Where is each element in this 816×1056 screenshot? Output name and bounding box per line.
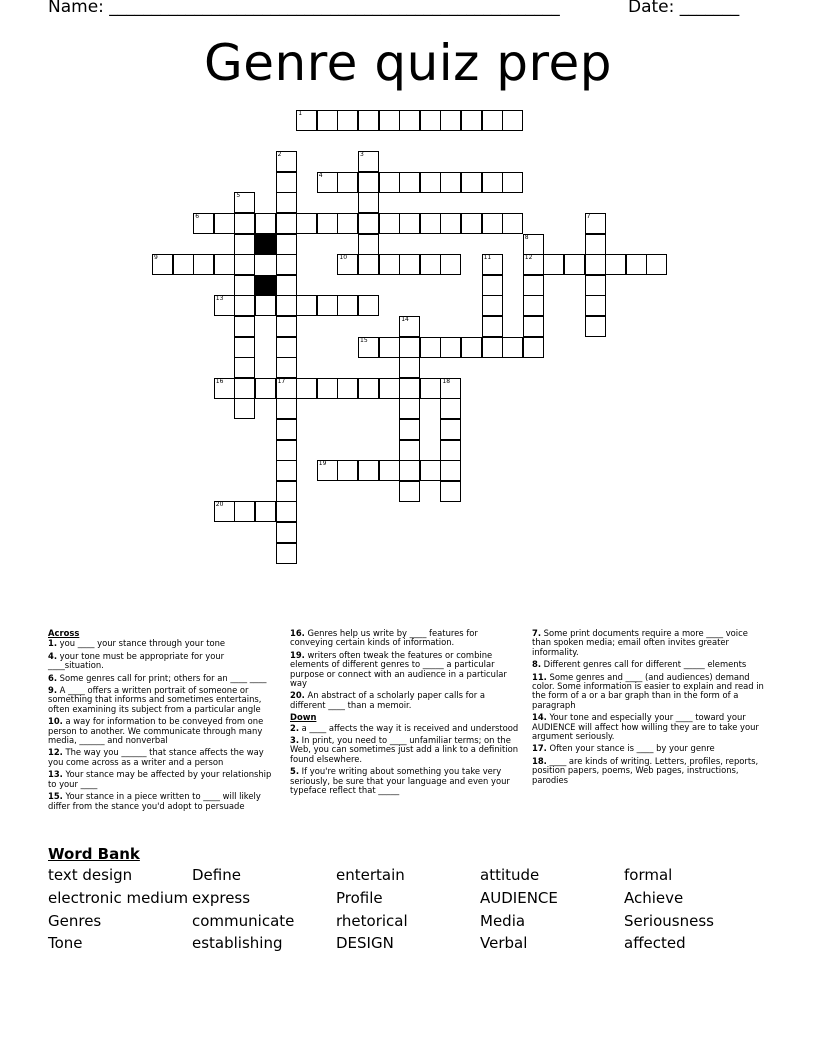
clue-number: 7.	[532, 628, 542, 638]
grid-cell[interactable]	[626, 254, 647, 275]
grid-number: 2	[277, 151, 282, 159]
grid-cell[interactable]	[276, 481, 297, 502]
grid-number: 18	[442, 377, 451, 385]
grid-cell[interactable]	[276, 440, 297, 461]
grid-cell[interactable]	[379, 378, 400, 399]
grid-cell[interactable]	[234, 213, 255, 234]
grid-cell[interactable]	[420, 378, 441, 399]
word-bank-item: Genres	[48, 912, 102, 930]
grid-cell[interactable]	[440, 398, 461, 419]
grid-number: 3	[360, 151, 364, 159]
clue-number: 15.	[48, 791, 63, 802]
grid-cell[interactable]	[420, 110, 441, 131]
grid-cell[interactable]	[564, 254, 585, 275]
grid-cell[interactable]	[440, 440, 461, 461]
word-bank-item: entertain	[336, 866, 405, 884]
grid-cell[interactable]	[646, 254, 667, 275]
clue-number: 4.	[48, 650, 58, 661]
clue-number: 6.	[48, 672, 58, 683]
grid-cell[interactable]	[214, 213, 235, 234]
grid-cell[interactable]	[234, 378, 255, 399]
word-bank-item: text design	[48, 866, 133, 884]
across-clue	[290, 651, 522, 689]
grid-cell[interactable]	[399, 378, 420, 399]
grid-number: 10	[339, 254, 348, 262]
grid-cell[interactable]	[255, 295, 276, 316]
clues-column-1	[48, 629, 280, 814]
grid-cell[interactable]	[337, 172, 358, 193]
grid-cell[interactable]	[502, 337, 523, 358]
grid-cell[interactable]	[276, 460, 297, 481]
grid-cell[interactable]	[523, 316, 544, 337]
across-clue	[48, 652, 280, 671]
grid-cell[interactable]	[296, 295, 317, 316]
grid-cell[interactable]	[276, 172, 297, 193]
down-heading: Down	[290, 712, 317, 723]
word-bank-item: Verbal	[480, 934, 528, 952]
grid-cell[interactable]	[440, 110, 461, 131]
clue-number: 16.	[290, 628, 305, 638]
grid-cell[interactable]	[276, 543, 297, 564]
grid-cell[interactable]	[420, 337, 441, 358]
grid-cell[interactable]	[317, 213, 338, 234]
grid-cell[interactable]	[276, 316, 297, 337]
clue-text: you ____ your stance through your tone	[57, 638, 226, 649]
clue-text: Your stance may be affected by your relationship to your ____	[48, 769, 272, 789]
clue-text: a ____ affects the way it is received and understood	[299, 722, 519, 733]
clue-text: Some print documents require a more ____ voice than spoken media; email often invites greater informality.	[532, 628, 748, 657]
grid-number: 15	[360, 336, 368, 344]
grid-cell[interactable]	[358, 378, 379, 399]
date-field[interactable]: Date: _______	[628, 0, 740, 17]
grid-number: 5	[236, 192, 241, 200]
grid-number: 16	[215, 377, 224, 385]
grid-cell[interactable]	[585, 295, 606, 316]
grid-cell[interactable]	[234, 398, 255, 419]
grid-cell[interactable]	[585, 316, 606, 337]
grid-cell[interactable]	[358, 254, 379, 275]
grid-cell[interactable]	[440, 213, 461, 234]
grid-cell-blocked	[255, 234, 276, 255]
grid-cell[interactable]	[399, 357, 420, 378]
grid-cell[interactable]	[502, 110, 523, 131]
grid-cell[interactable]	[337, 110, 358, 131]
grid-cell[interactable]	[317, 110, 338, 131]
word-bank-item: Achieve	[624, 889, 684, 907]
clue-text: Your tone and especially your ____ toward your AUDIENCE will affect how willing they are to take your argument seriously.	[532, 712, 759, 742]
grid-cell[interactable]	[440, 481, 461, 502]
word-bank-item: communicate	[192, 912, 295, 930]
grid-cell[interactable]	[399, 398, 420, 419]
down-clue	[532, 744, 764, 753]
grid-cell[interactable]	[234, 357, 255, 378]
grid-number: 13	[215, 295, 224, 303]
clue-text: Often your stance is ____ by your genre	[546, 743, 715, 754]
grid-number: 12	[524, 254, 533, 262]
clue-number: 17.	[532, 743, 547, 754]
grid-cell[interactable]	[234, 295, 255, 316]
grid-number: 9	[154, 254, 158, 262]
clue-number: 2.	[290, 722, 300, 733]
grid-number: 7	[586, 213, 591, 220]
grid-cell[interactable]	[276, 234, 297, 255]
word-bank-item: express	[192, 889, 251, 907]
down-clue	[532, 713, 764, 741]
clue-text: a way for information to be conveyed from one person to another. We communicate through many media, ______ and nonverbal	[48, 716, 264, 746]
grid-cell[interactable]	[523, 337, 544, 358]
grid-number: 20	[215, 501, 224, 509]
grid-cell[interactable]	[440, 460, 461, 481]
clue-text: A ____ offers a written portrait of someone or something that informs and sometimes entertains, often examining its subject from a particular angle	[48, 685, 262, 714]
grid-cell[interactable]	[379, 337, 400, 358]
word-bank-item: AUDIENCE	[480, 889, 558, 907]
grid-cell[interactable]	[399, 419, 420, 440]
clue-text: In print, you need to ____ unfamiliar terms; on the Web, you can sometimes just add a link to a definition found elsewhere.	[290, 735, 519, 764]
clue-number: 19.	[290, 649, 305, 660]
clues-column-2	[290, 629, 522, 799]
grid-cell[interactable]	[276, 501, 297, 522]
grid-cell[interactable]	[214, 254, 235, 275]
grid-cell[interactable]	[440, 254, 461, 275]
grid-cell[interactable]	[399, 110, 420, 131]
page-title: Genre quiz prep	[204, 34, 612, 92]
clues-column-3	[532, 629, 764, 788]
down-clue	[532, 629, 764, 657]
word-bank-item: affected	[624, 934, 686, 952]
name-field[interactable]: Name: _____________________________________________________	[48, 0, 560, 17]
grid-number: 4	[318, 171, 323, 179]
grid-cell[interactable]	[440, 172, 461, 193]
across-clue	[48, 770, 280, 789]
grid-cell[interactable]	[482, 316, 503, 337]
grid-cell[interactable]	[461, 213, 482, 234]
grid-cell[interactable]	[379, 254, 400, 275]
word-bank-item: establishing	[192, 934, 283, 952]
word-bank-item: Tone	[48, 934, 83, 952]
grid-cell[interactable]	[337, 460, 358, 481]
word-bank-item: formal	[624, 866, 673, 884]
grid-cell[interactable]	[276, 295, 297, 316]
grid-cell[interactable]	[379, 172, 400, 193]
word-bank-item: Define	[192, 866, 241, 884]
grid-cell[interactable]	[482, 172, 503, 193]
clue-number: 8.	[532, 659, 542, 670]
grid-cell[interactable]	[482, 275, 503, 296]
grid-cell[interactable]	[296, 378, 317, 399]
across-clue	[48, 792, 280, 811]
grid-cell[interactable]	[234, 337, 255, 358]
grid-cell[interactable]	[399, 172, 420, 193]
grid-cell[interactable]	[379, 110, 400, 131]
grid-cell[interactable]	[502, 213, 523, 234]
grid-number: 1	[298, 110, 303, 117]
grid-cell[interactable]	[234, 234, 255, 255]
clue-number: 20.	[290, 690, 305, 701]
across-clue	[48, 674, 280, 683]
clue-text: your tone must be appropriate for your ____situation.	[48, 650, 225, 671]
clue-number: 9.	[48, 685, 58, 696]
grid-cell[interactable]	[296, 213, 317, 234]
grid-number: 6	[195, 213, 200, 220]
grid-cell[interactable]	[276, 254, 297, 275]
grid-cell[interactable]	[523, 275, 544, 296]
grid-cell[interactable]	[358, 460, 379, 481]
grid-cell[interactable]	[605, 254, 626, 275]
grid-cell[interactable]	[317, 378, 338, 399]
down-clue	[290, 724, 522, 733]
grid-cell[interactable]	[420, 254, 441, 275]
grid-cell[interactable]	[420, 172, 441, 193]
clue-text: Different genres call for different _____ elements	[541, 659, 747, 670]
clue-number: 10.	[48, 716, 63, 727]
word-bank-title: Word Bank	[48, 845, 140, 863]
grid-cell-blocked	[255, 275, 276, 296]
word-bank-item: rhetorical	[336, 912, 408, 930]
grid-cell[interactable]	[482, 110, 503, 131]
grid-cell[interactable]	[276, 337, 297, 358]
across-clue	[290, 691, 522, 710]
grid-cell[interactable]	[234, 501, 255, 522]
grid-cell[interactable]	[276, 522, 297, 543]
grid-cell[interactable]	[276, 357, 297, 378]
across-clue	[290, 629, 522, 648]
grid-cell[interactable]	[358, 192, 379, 213]
word-bank-item: Seriousness	[624, 912, 714, 930]
clue-text: The way you ______ that stance affects the way you come across as a writer and a person	[48, 747, 264, 767]
word-bank-item: DESIGN	[336, 934, 394, 952]
grid-cell[interactable]	[255, 213, 276, 234]
grid-cell[interactable]	[276, 192, 297, 213]
clue-text: Genres help us write by ____ features for conveying certain kinds of information.	[290, 628, 478, 648]
clue-number: 5.	[290, 766, 300, 777]
word-bank-item: Media	[480, 912, 526, 930]
grid-cell[interactable]	[379, 213, 400, 234]
grid-cell[interactable]	[379, 460, 400, 481]
grid-cell[interactable]	[173, 254, 194, 275]
grid-cell[interactable]	[337, 213, 358, 234]
grid-cell[interactable]	[317, 295, 338, 316]
clue-text: Some genres call for print; others for an ____ ____	[57, 672, 267, 683]
down-clue	[532, 660, 764, 669]
clue-text: Your stance in a piece written to ____ will likely differ from the stance you'd adopt to persuade	[48, 791, 261, 811]
grid-cell[interactable]	[523, 295, 544, 316]
grid-cell[interactable]	[337, 378, 358, 399]
grid-cell[interactable]	[234, 275, 255, 296]
word-bank-item: attitude	[480, 866, 540, 884]
grid-cell[interactable]	[482, 213, 503, 234]
grid-number: 14	[401, 316, 409, 323]
grid-cell[interactable]	[399, 460, 420, 481]
grid-cell[interactable]	[461, 172, 482, 193]
down-clue	[532, 673, 764, 711]
clue-number: 14.	[532, 712, 547, 723]
down-clue	[532, 757, 764, 785]
grid-cell[interactable]	[276, 275, 297, 296]
clue-number: 12.	[48, 747, 63, 758]
clue-text: ____ are kinds of writing. Letters, profiles, reports, position papers, poems, Web pages, instructions, parodies	[532, 755, 759, 785]
across-clue	[48, 686, 280, 714]
grid-cell[interactable]	[543, 254, 564, 275]
grid-cell[interactable]	[358, 234, 379, 255]
grid-cell[interactable]	[399, 481, 420, 502]
grid-cell[interactable]	[482, 337, 503, 358]
grid-cell[interactable]	[399, 213, 420, 234]
across-clue	[48, 639, 280, 648]
grid-cell[interactable]	[399, 254, 420, 275]
grid-cell[interactable]	[585, 275, 606, 296]
grid-cell[interactable]	[502, 172, 523, 193]
grid-cell[interactable]	[358, 213, 379, 234]
grid-cell[interactable]	[399, 337, 420, 358]
grid-number: 11	[483, 254, 492, 262]
grid-cell[interactable]	[337, 295, 358, 316]
grid-number: 19	[318, 460, 327, 468]
grid-cell[interactable]	[358, 295, 379, 316]
grid-cell[interactable]	[255, 501, 276, 522]
grid-cell[interactable]	[255, 378, 276, 399]
grid-cell[interactable]	[193, 254, 214, 275]
clue-text: writers often tweak the features or combine elements of different genres to _____ a particular purpose or connect with an audience in a particular way	[290, 649, 507, 689]
clue-number: 1.	[48, 638, 58, 649]
clue-number: 18.	[532, 755, 547, 766]
grid-number: 8	[524, 233, 529, 241]
grid-cell[interactable]	[234, 316, 255, 337]
grid-cell[interactable]	[358, 172, 379, 193]
grid-cell[interactable]	[420, 213, 441, 234]
word-bank-item: electronic medium	[48, 889, 189, 907]
grid-cell[interactable]	[276, 213, 297, 234]
clue-text: If you're writing about something you take very seriously, be sure that your language and even your typeface reflect that _____	[290, 766, 510, 796]
grid-cell[interactable]	[420, 460, 441, 481]
clue-number: 11.	[532, 671, 547, 682]
grid-cell[interactable]	[461, 337, 482, 358]
down-clue	[290, 736, 522, 764]
grid-cell[interactable]	[440, 337, 461, 358]
grid-cell[interactable]	[276, 398, 297, 419]
word-bank-item: Profile	[336, 889, 383, 907]
clue-text: An abstract of a scholarly paper calls for a different ____ than a memoir.	[290, 690, 485, 710]
grid-cell[interactable]	[482, 295, 503, 316]
grid-cell[interactable]	[358, 110, 379, 131]
grid-number: 17	[277, 377, 286, 385]
grid-cell[interactable]	[276, 419, 297, 440]
across-clue	[48, 717, 280, 745]
grid-cell[interactable]	[440, 419, 461, 440]
across-heading: Across	[48, 628, 80, 638]
down-clue	[290, 767, 522, 795]
clue-number: 3.	[290, 735, 300, 746]
grid-cell[interactable]	[585, 234, 606, 255]
grid-cell[interactable]	[234, 254, 255, 275]
clue-text: Some genres and ____ (and audiences) demand color. Some information is easier to explain and read in the form of a or a bar graph than in the form of a paragraph	[532, 671, 764, 710]
grid-cell[interactable]	[399, 440, 420, 461]
clue-number: 13.	[48, 769, 63, 780]
across-clue	[48, 748, 280, 767]
grid-cell[interactable]	[585, 254, 606, 275]
grid-cell[interactable]	[461, 110, 482, 131]
